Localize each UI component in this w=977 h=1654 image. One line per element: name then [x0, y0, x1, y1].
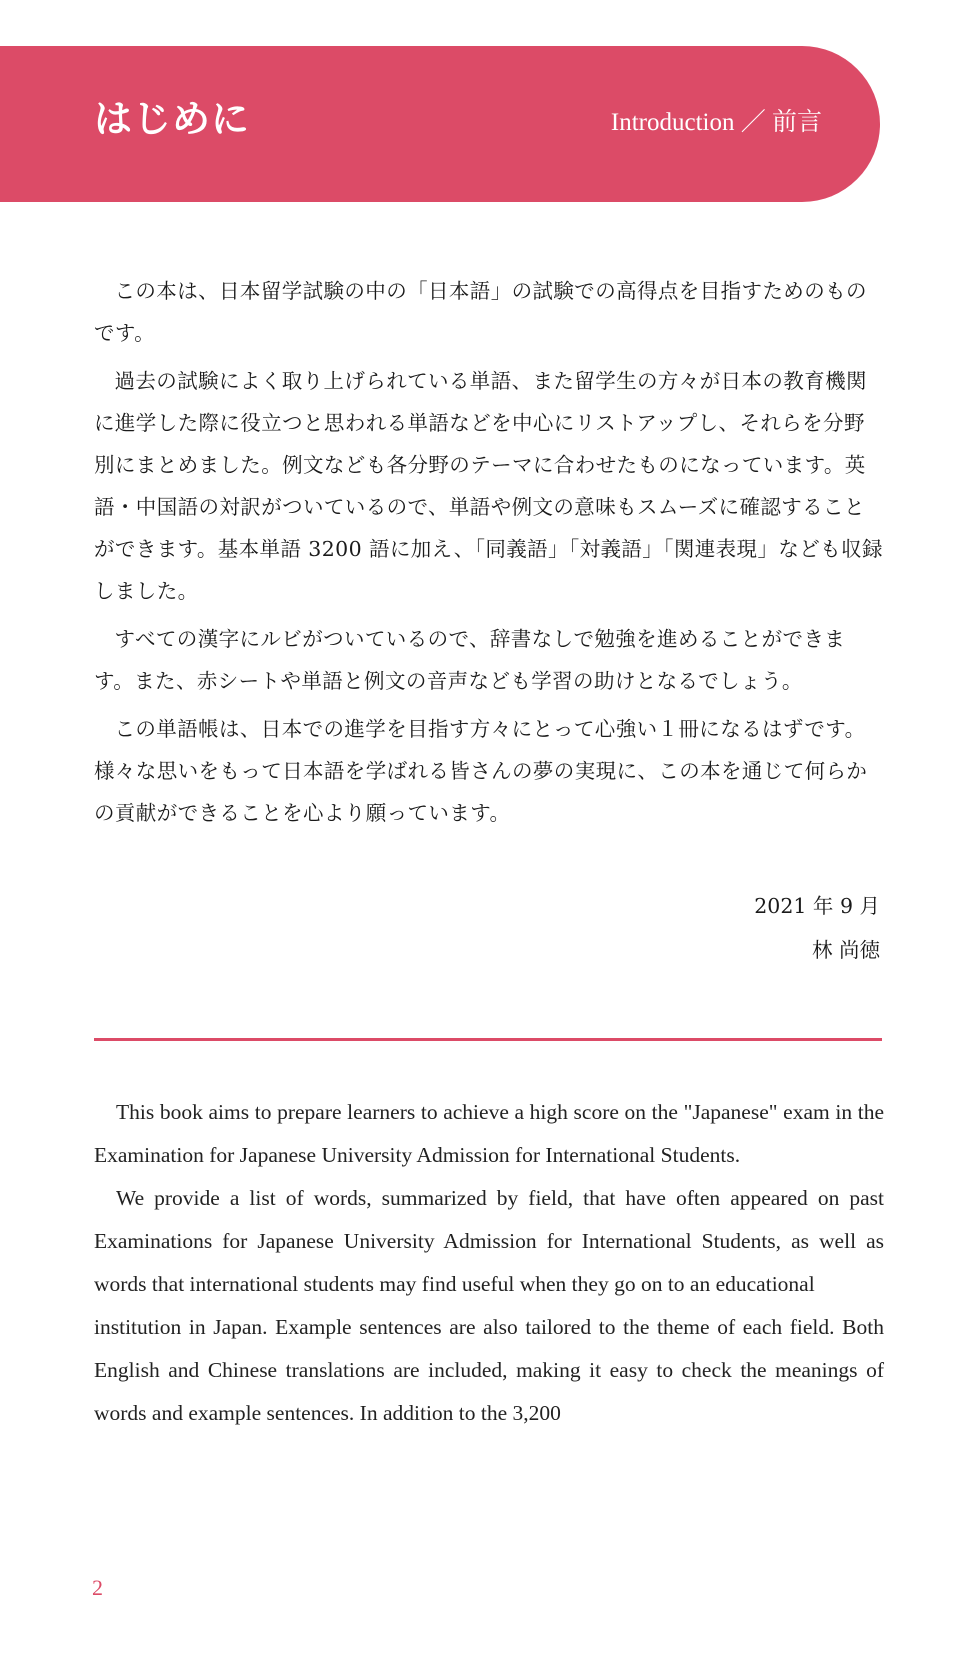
page-subtitle: Introduction ／ 前言 — [610, 109, 822, 136]
signature-date: 2021 年 9 月 — [754, 894, 880, 918]
japanese-paragraph: 過去の試験によく取り上げられている単語、また留学生の方々が日本の教育機関に進学した際に役立つと思われる単語などを中心にリストアップし、それらを分野別にまとめました。例文なども各分野のテーマに合わせたものになっています。英語・中国語の対訳がついているので、単語や例文の意味もスムーズに確認することができます。基本単語 3200 語に加え、「同義語」「対義語」「関連表現」なども収録しました。 — [94, 369, 883, 603]
english-paragraph: institution in Japan. Example sentences are also tailored to the theme of each field. Both English and Chinese translations are included, making it easy to check the meanings of words and example sentences. In addition to the 3,200 — [94, 1315, 884, 1425]
signature-block — [754, 884, 880, 972]
japanese-paragraph: すべての漢字にルビがついているので、辞書なしで勉強を進めることができます。また、赤シートや単語と例文の音声なども学習の助けとなるでしょう。 — [94, 627, 846, 693]
japanese-paragraph: この本は、日本留学試験の中の「日本語」の試験での高得点を目指すためのものです。 — [94, 279, 867, 345]
english-text-section — [94, 1091, 884, 1435]
page-number: 2 — [92, 1575, 103, 1600]
japanese-text-section — [94, 270, 884, 840]
section-divider — [94, 1038, 882, 1041]
signature-author: 林 尚徳 — [811, 938, 880, 962]
english-paragraph: We provide a list of words, summarized by field, that have often appeared on past Examinations for Japanese University Admission for International Students, as well as words that international students may find useful when they go on to an educational — [94, 1186, 884, 1296]
japanese-paragraph: この単語帳は、日本での進学を目指す方々にとって心強い１冊になるはずです。様々な思いをもって日本語を学ばれる皆さんの夢の実現に、この本を通じて何らかの貢献ができることを心より願っています。 — [94, 717, 868, 825]
english-paragraph: This book aims to prepare learners to achieve a high score on the "Japanese" exam in the Examination for Japanese University Admission for International Students. — [94, 1100, 884, 1167]
page-title: はじめに — [94, 97, 251, 141]
